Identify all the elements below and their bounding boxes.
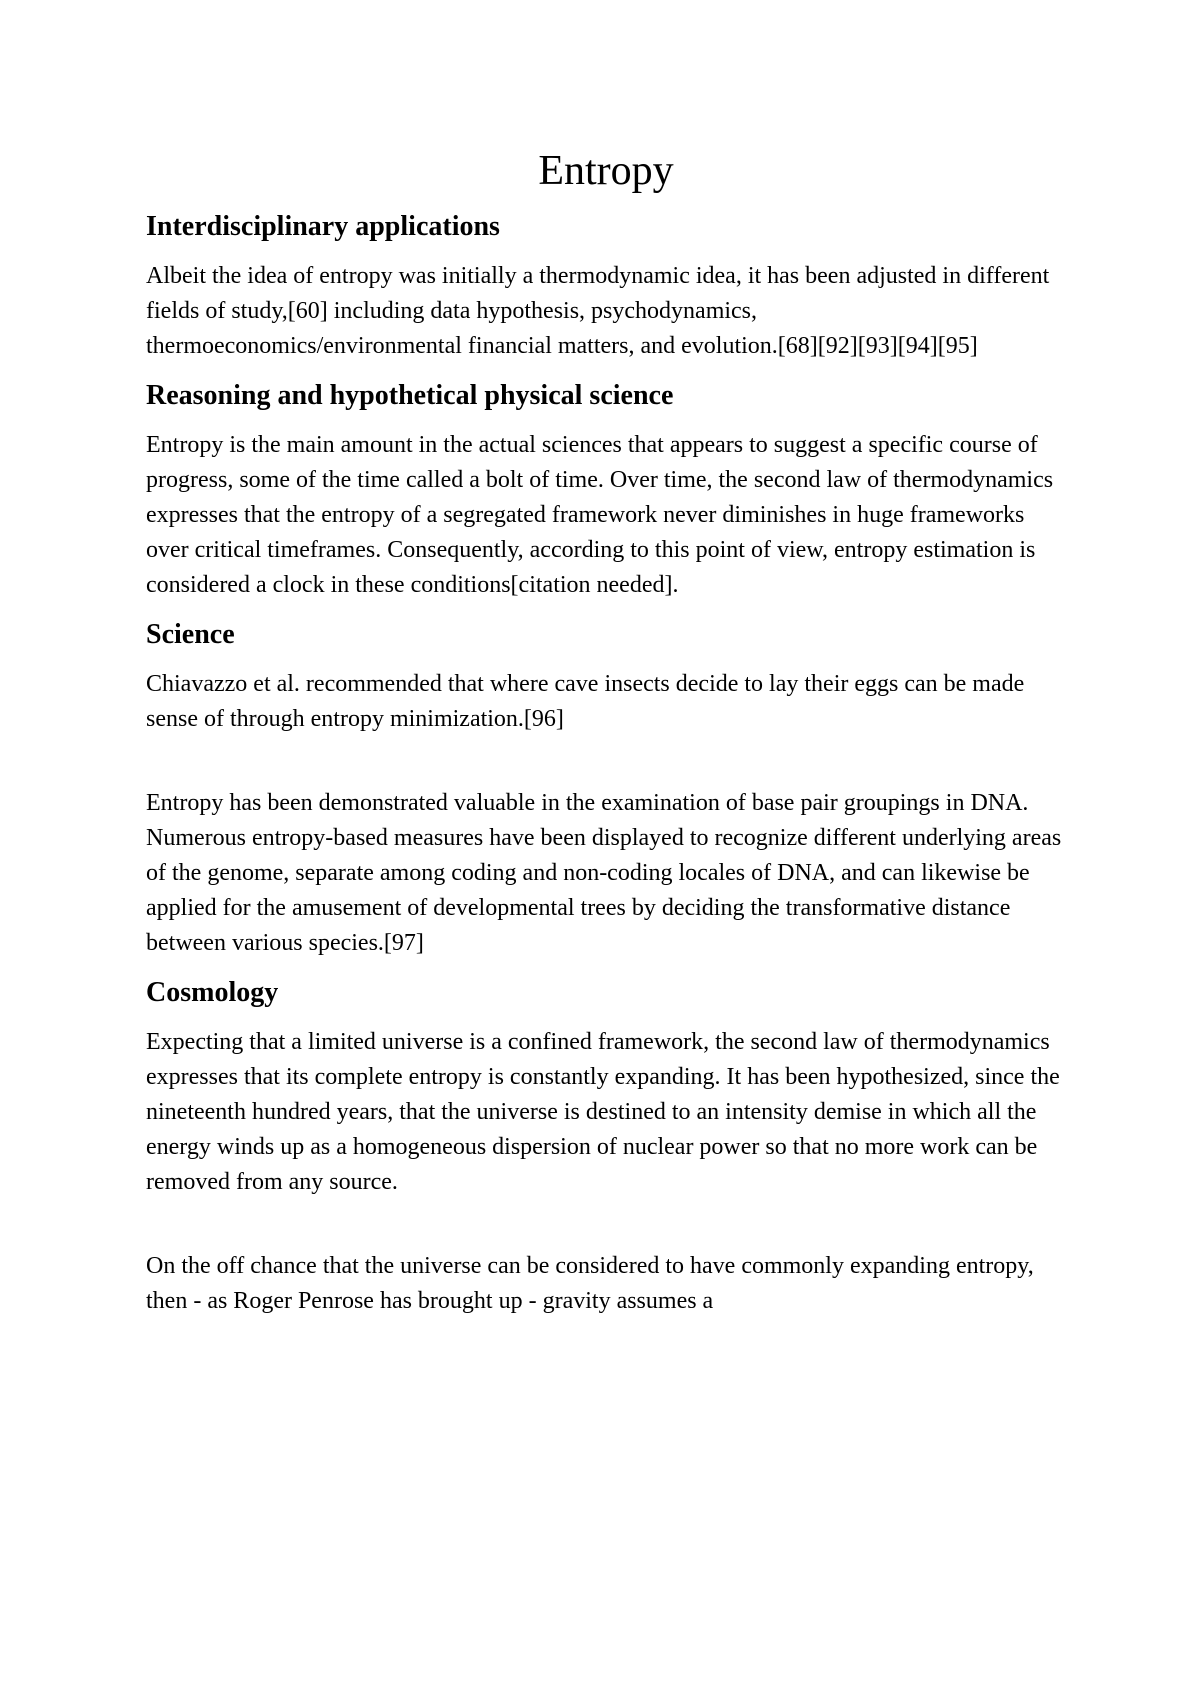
- paragraph-science-dna: Entropy has been demonstrated valuable in the examination of base pair groupings in DNA. Numerous entropy-based measures have been displayed to recognize different underlying areas of the genome, separate among coding and non-coding locales of DNA, and can likewise be applied for the amusement of developmental trees by deciding the transformative distance between various species.[97]: [146, 790, 1062, 956]
- section-heading-reasoning: Reasoning and hypothetical physical science: [146, 380, 674, 411]
- document-body: [146, 145, 1066, 1333]
- paragraph-interdisciplinary: Albeit the idea of entropy was initially a thermodynamic idea, it has been adjusted in different fields of study,[60] including data hypothesis, psychodynamics, thermoeconomics/environmental financial matters, and evolution.[68][92][93][94][95]: [146, 263, 1050, 359]
- section-heading-interdisciplinary: Interdisciplinary applications: [146, 211, 500, 242]
- paragraph-science-cave-insects: Chiavazzo et al. recommended that where cave insects decide to lay their eggs can be made sense of through entropy minimization.[96]: [146, 671, 1025, 732]
- paragraph-cosmology-universe: Expecting that a limited universe is a confined framework, the second law of thermodynamics expresses that its complete entropy is constantly expanding. It has been hypothesized, since the nineteenth hundred years, that the universe is destined to an intensity demise in which all the energy winds up as a homogeneous dispersion of nuclear power so that no more work can be removed from any source.: [146, 1029, 1060, 1195]
- paragraph-cosmology-penrose: On the off chance that the universe can be considered to have commonly expanding entropy, then - as Roger Penrose has brought up - gravity assumes a: [146, 1253, 1034, 1314]
- document-title: Entropy: [538, 148, 674, 194]
- section-heading-cosmology: Cosmology: [146, 977, 279, 1008]
- paragraph-reasoning: Entropy is the main amount in the actual sciences that appears to suggest a specific course of progress, some of the time called a bolt of time. Over time, the second law of thermodynamics expresses that the entropy of a segregated framework never diminishes in huge frameworks over critical timeframes. Consequently, according to this point of view, entropy estimation is considered a clock in these conditions[citation needed].: [146, 432, 1054, 598]
- section-heading-science: Science: [146, 619, 235, 650]
